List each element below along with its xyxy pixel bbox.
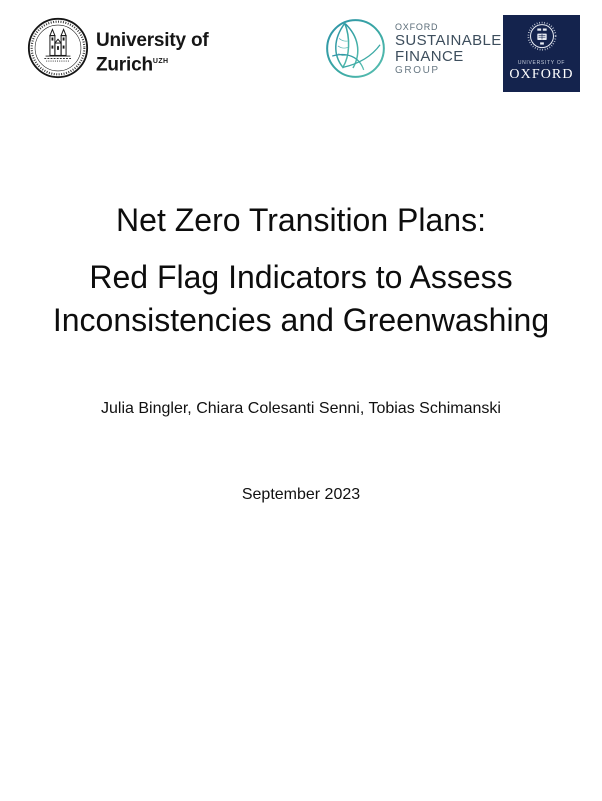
osfg-line-sustainable: SUSTAINABLE xyxy=(395,32,502,49)
uzh-crest-seal-icon xyxy=(27,15,89,81)
date-line: September 2023 xyxy=(241,486,361,503)
osfg-line-finance: FINANCE xyxy=(395,47,464,65)
leaf-globe-icon xyxy=(324,15,387,82)
paper-title-lines-2-3 xyxy=(0,256,602,342)
osfg-logo xyxy=(324,15,502,82)
uzh-wordmark xyxy=(96,30,209,75)
osfg-wordmark xyxy=(395,22,502,77)
uzh-superscript: UZH xyxy=(152,58,169,65)
oxford-university-of: UNIVERSITY OF xyxy=(517,60,566,66)
uzh-logo xyxy=(27,15,209,81)
paper-title-line-1: Net Zero Transition Plans: xyxy=(116,202,486,238)
oxford-wordmark: OXFORD xyxy=(509,67,574,82)
oxford-crest-icon xyxy=(525,20,559,54)
authors-line: Julia Bingler, Chiara Colesanti Senni, Tobias Schimanski xyxy=(101,400,501,417)
uzh-name-line1: University of xyxy=(96,30,209,51)
oxford-logo xyxy=(503,15,580,92)
osfg-line-group: GROUP xyxy=(395,65,440,76)
paper-title-line-3: Inconsistencies and Greenwashing xyxy=(52,302,550,338)
uzh-name-line2: Zurich$^{UZH}$ xyxy=(96,54,169,76)
paper-title-line-2: Red Flag Indicators to Assess xyxy=(89,259,513,295)
logo-header xyxy=(0,0,602,100)
osfg-line-oxford: OXFORD xyxy=(395,22,439,32)
